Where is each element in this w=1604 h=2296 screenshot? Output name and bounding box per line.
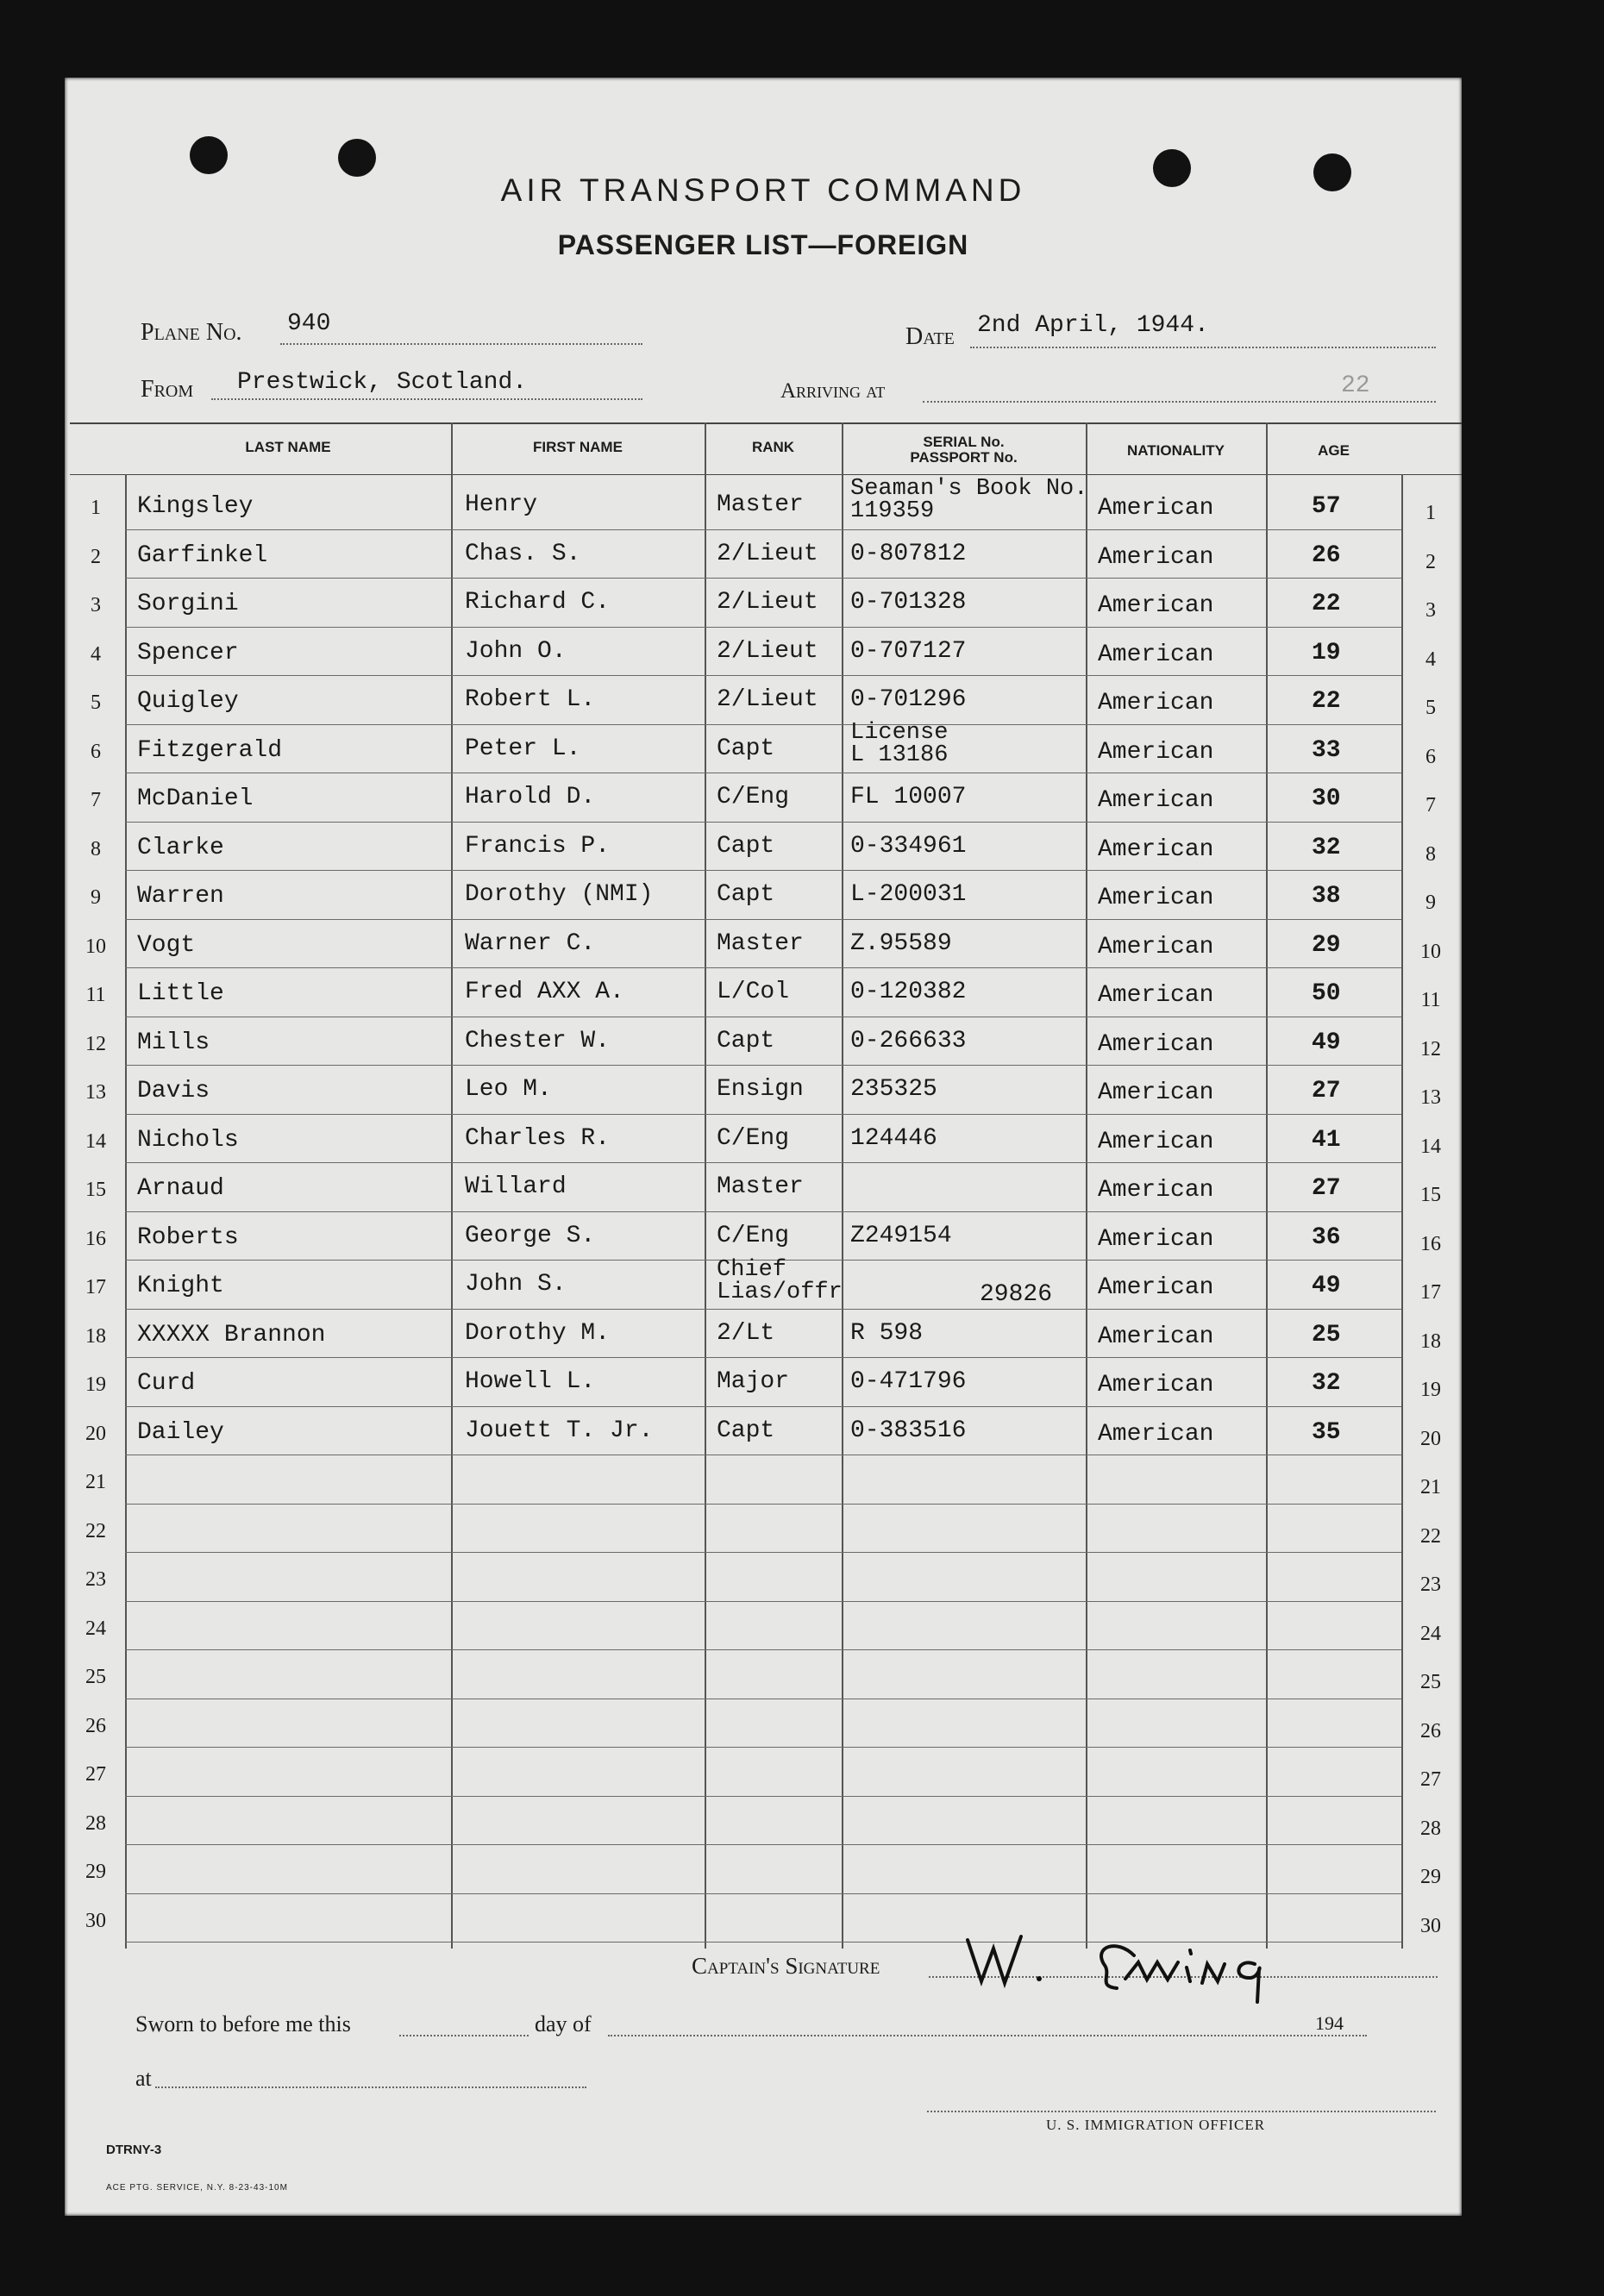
nationality-cell: American: [1098, 1128, 1214, 1155]
row-number-right: 16: [1420, 1232, 1441, 1255]
printer-line: ACE PTG. SERVICE, N.Y. 8-23-43-10M: [106, 2183, 288, 2193]
nationality-cell: American: [1098, 1177, 1214, 1204]
row-number-right: 10: [1420, 940, 1441, 963]
row-number-right: 17: [1420, 1281, 1441, 1304]
nationality-cell: American: [1098, 1323, 1214, 1350]
table-row: [70, 1845, 1462, 1894]
sworn-day-line: [399, 2035, 529, 2036]
row-number-left: 28: [85, 1811, 106, 1835]
table-row: [70, 579, 1462, 628]
first-name-cell: George S.: [465, 1222, 596, 1249]
last-name-cell: Nichols: [137, 1126, 239, 1154]
table-row: [70, 1212, 1462, 1261]
nationality-cell: American: [1098, 690, 1214, 716]
first-name-cell: Willard: [465, 1173, 567, 1200]
nationality-cell: American: [1098, 1079, 1214, 1106]
nationality-cell: American: [1098, 592, 1214, 619]
row-number-right: 22: [1420, 1524, 1441, 1548]
row-number-left: 13: [85, 1081, 106, 1104]
table-row: [70, 1455, 1462, 1505]
nationality-cell: American: [1098, 543, 1214, 571]
arriving-at-value: 22: [1341, 372, 1370, 399]
row-number-left: 30: [85, 1909, 106, 1932]
captains-signature-label: Captain's Signature: [692, 1953, 880, 1979]
form-title: AIR TRANSPORT COMMAND: [500, 172, 1026, 208]
serial-cell: 0-120382: [850, 979, 967, 1005]
rank-cell: Capt: [717, 881, 775, 908]
rank-cell: C/Eng: [717, 1124, 790, 1152]
first-name-cell: Henry: [465, 491, 538, 518]
row-number-right: 15: [1420, 1184, 1441, 1206]
table-row: [70, 476, 1462, 530]
first-name-cell: Jouett T. Jr.: [465, 1417, 654, 1444]
age-cell: 22: [1312, 591, 1341, 617]
table-row: [70, 871, 1462, 920]
nationality-cell: American: [1098, 1030, 1214, 1058]
immigration-officer-label: U. S. IMMIGRATION OFFICER: [1046, 2117, 1266, 2133]
age-cell: 19: [1312, 639, 1341, 666]
at-line: [155, 2086, 586, 2088]
table-row: [70, 1066, 1462, 1115]
last-name-cell: Arnaud: [137, 1175, 224, 1202]
nationality-cell: American: [1098, 1274, 1214, 1301]
row-number-left: 5: [91, 691, 101, 714]
age-cell: 30: [1312, 785, 1341, 812]
row-number-right: 1: [1425, 502, 1436, 524]
row-number-left: 18: [85, 1324, 106, 1348]
first-name-cell: Dorothy (NMI): [465, 881, 654, 908]
age-cell: 27: [1312, 1078, 1341, 1104]
rank-cell: Master: [717, 1173, 804, 1200]
last-name-cell: Davis: [137, 1078, 210, 1104]
rank-cell: Capt: [717, 1417, 775, 1444]
row-number-left: 4: [91, 642, 101, 666]
plane-number-value: 940: [287, 310, 331, 337]
first-name-cell: Warner C.: [465, 929, 596, 957]
table-row: [70, 1257, 1462, 1310]
first-name-cell: Richard C.: [465, 589, 611, 616]
last-name-cell: Roberts: [137, 1223, 239, 1251]
first-name-cell: Leo M.: [465, 1076, 552, 1103]
row-number-left: 3: [91, 594, 101, 616]
first-name-cell: Harold D.: [465, 784, 596, 810]
rank-header: RANK: [751, 439, 795, 455]
table-row: [70, 530, 1462, 579]
nationality-cell: American: [1098, 885, 1214, 911]
age-cell: 50: [1312, 980, 1341, 1007]
rank-cell: C/Eng: [717, 784, 790, 810]
age-cell: 35: [1312, 1418, 1341, 1446]
age-cell: 26: [1312, 541, 1341, 569]
first-name-cell: Peter L.: [465, 735, 581, 762]
last-name-cell: Kingsley: [137, 493, 254, 520]
first-name-cell: Robert L.: [465, 686, 596, 713]
serial-cell: Seaman's Book No.: [850, 476, 1088, 502]
nationality-cell: American: [1098, 495, 1214, 522]
serial-cell: 0-707127: [850, 637, 967, 665]
last-name-cell: Warren: [137, 883, 224, 910]
last-name-cell: XXXXX Brannon: [137, 1321, 326, 1348]
captain-signature: [957, 1914, 1328, 2009]
plane-number-line: [280, 343, 642, 345]
last-name-cell: Garfinkel: [137, 541, 268, 569]
row-number-left: 12: [85, 1032, 106, 1055]
date-label: Date: [905, 323, 955, 350]
row-number-right: 19: [1420, 1379, 1441, 1401]
punch-hole-icon: [338, 139, 376, 177]
day-of-label: day of: [535, 2011, 592, 2036]
row-number-left: 19: [85, 1373, 106, 1396]
table-row: [70, 920, 1462, 969]
row-number-right: 14: [1420, 1135, 1441, 1158]
serial-header: [842, 435, 1086, 466]
rank-cell: 2/Lieut: [717, 637, 818, 665]
table-row: [70, 1553, 1462, 1602]
table-row: [70, 1115, 1462, 1164]
table-header-divider: [70, 474, 1462, 475]
table-row: [70, 1310, 1462, 1359]
table-row: [70, 1650, 1462, 1699]
serial-cell: Z249154: [850, 1222, 952, 1249]
row-number-right: 30: [1420, 1914, 1441, 1937]
serial-cell: 0-334961: [850, 832, 967, 860]
serial-cell: 0-701328: [850, 589, 967, 616]
table-row: [70, 773, 1462, 823]
table-row: [70, 1602, 1462, 1651]
sworn-label: Sworn to before me this: [135, 2011, 351, 2036]
rank-cell: C/Eng: [717, 1222, 790, 1249]
last-name-cell: Dailey: [137, 1418, 224, 1446]
nationality-header: NATIONALITY: [1126, 442, 1225, 459]
rank-cell: Chief: [717, 1257, 787, 1283]
first-name-cell: Charles R.: [465, 1124, 611, 1152]
row-number-right: 11: [1420, 989, 1441, 1011]
serial-cell-line2: L 13186: [850, 741, 949, 768]
last-name-cell: Sorgini: [137, 591, 239, 617]
at-label: at: [135, 2066, 152, 2091]
arriving-at-label: Arriving at: [780, 379, 886, 403]
row-number-right: 27: [1420, 1768, 1441, 1791]
last-name-cell: Clarke: [137, 834, 224, 861]
serial-cell: 0-383516: [850, 1417, 967, 1444]
row-number-left: 10: [85, 935, 106, 958]
row-number-right: 28: [1420, 1817, 1441, 1840]
from-line: [211, 398, 642, 400]
age-cell: 57: [1312, 493, 1341, 520]
row-number-left: 25: [85, 1666, 106, 1688]
rank-cell: L/Col: [717, 979, 790, 1005]
row-number-right: 26: [1420, 1719, 1441, 1742]
sworn-month-line: [608, 2035, 1367, 2036]
punch-hole-icon: [190, 136, 228, 174]
rank-cell: Ensign: [717, 1076, 804, 1103]
passenger-table: [70, 422, 1462, 1949]
first-name-cell: John O.: [465, 637, 567, 665]
first-name-cell: Francis P.: [465, 832, 611, 860]
row-number-left: 11: [85, 984, 106, 1006]
table-row: [70, 676, 1462, 725]
last-name-cell: Fitzgerald: [137, 736, 283, 764]
last-name-header: LAST NAME: [245, 439, 331, 455]
age-cell: 33: [1312, 736, 1341, 764]
nationality-cell: American: [1098, 933, 1214, 960]
last-name-cell: Quigley: [137, 688, 239, 715]
row-number-right: 6: [1425, 745, 1436, 768]
row-number-left: 1: [91, 497, 101, 519]
form-subtitle: PASSENGER LIST—FOREIGN: [557, 229, 969, 260]
rank-cell: 2/Lieut: [717, 686, 818, 713]
row-number-left: 23: [85, 1568, 106, 1591]
serial-cell: 0-471796: [850, 1368, 967, 1395]
row-number-left: 22: [85, 1519, 106, 1542]
last-name-cell: Mills: [137, 1029, 210, 1056]
age-cell: 38: [1312, 883, 1341, 910]
table-row: [70, 1017, 1462, 1067]
from-value: Prestwick, Scotland.: [237, 369, 528, 396]
row-number-right: 25: [1420, 1671, 1441, 1693]
table-row: [70, 1797, 1462, 1846]
age-cell: 22: [1312, 688, 1341, 715]
first-name-cell: Chas. S.: [465, 540, 581, 567]
age-cell: 41: [1312, 1126, 1341, 1154]
serial-cell: L-200031: [850, 881, 967, 908]
serial-cell: 235325: [850, 1076, 937, 1103]
rank-cell: 2/Lieut: [717, 589, 818, 616]
age-cell: 29: [1312, 931, 1341, 959]
age-header: AGE: [1318, 442, 1350, 459]
table-row: [70, 1163, 1462, 1212]
row-number-left: 14: [85, 1129, 106, 1153]
serial-cell: License: [850, 719, 949, 746]
rank-cell: 2/Lt: [717, 1319, 775, 1347]
first-name-header: FIRST NAME: [533, 439, 623, 455]
row-number-left: 8: [91, 837, 101, 860]
row-number-right: 9: [1425, 891, 1436, 914]
row-number-right: 13: [1420, 1086, 1441, 1109]
first-name-cell: Howell L.: [465, 1368, 596, 1395]
table-row: [70, 1407, 1462, 1456]
row-number-right: 24: [1420, 1622, 1441, 1645]
table-row: [70, 719, 1462, 774]
age-cell: 49: [1312, 1029, 1341, 1056]
last-name-cell: Knight: [137, 1273, 224, 1299]
table-row: [70, 628, 1462, 677]
date-value: 2nd April, 1944.: [977, 312, 1209, 339]
last-name-cell: Curd: [137, 1370, 196, 1397]
row-number-left: 20: [85, 1422, 106, 1445]
nationality-cell: American: [1098, 738, 1214, 766]
serial-cell: 124446: [850, 1124, 937, 1152]
row-number-left: 9: [91, 886, 101, 909]
year-label: 194: [1315, 2012, 1344, 2034]
row-number-right: 12: [1420, 1037, 1441, 1060]
row-number-left: 24: [85, 1617, 106, 1640]
table-row: [70, 1505, 1462, 1554]
row-number-left: 16: [85, 1227, 106, 1250]
row-number-left: 29: [85, 1861, 106, 1883]
serial-cell: FL 10007: [850, 784, 967, 810]
row-number-right: 21: [1420, 1476, 1441, 1498]
age-cell: 32: [1312, 834, 1341, 861]
age-cell: 25: [1312, 1321, 1341, 1348]
nationality-cell: American: [1098, 1225, 1214, 1253]
row-number-left: 27: [85, 1763, 106, 1786]
table-row: [70, 1748, 1462, 1797]
first-name-cell: Dorothy M.: [465, 1319, 611, 1347]
first-name-cell: John S.: [465, 1271, 567, 1298]
row-number-right: 18: [1420, 1329, 1441, 1353]
row-number-left: 15: [85, 1179, 106, 1201]
from-label: From: [141, 376, 194, 403]
nationality-cell: American: [1098, 641, 1214, 668]
row-number-right: 20: [1420, 1427, 1441, 1450]
last-name-cell: Vogt: [137, 931, 196, 959]
rank-cell: Master: [717, 491, 804, 518]
nationality-cell: American: [1098, 982, 1214, 1009]
serial-cell: 0-266633: [850, 1027, 967, 1054]
row-number-left: 21: [85, 1471, 106, 1493]
rank-cell: Major: [717, 1368, 790, 1395]
rank-cell: Master: [717, 929, 804, 957]
row-number-right: 2: [1425, 550, 1436, 573]
rank-cell: 2/Lieut: [717, 540, 818, 567]
age-cell: 32: [1312, 1370, 1341, 1397]
arriving-at-line: [923, 401, 1436, 403]
row-number-left: 26: [85, 1714, 106, 1737]
row-number-right: 23: [1420, 1573, 1441, 1596]
table-row: [70, 968, 1462, 1017]
table-row: [70, 823, 1462, 872]
row-number-right: 7: [1425, 794, 1436, 816]
officer-signature-line: [927, 2111, 1436, 2112]
nationality-cell: American: [1098, 835, 1214, 863]
rank-cell: Capt: [717, 1027, 775, 1054]
row-number-right: 29: [1420, 1866, 1441, 1888]
plane-number-label: Plane No.: [141, 319, 242, 346]
table-row: [70, 1358, 1462, 1407]
nationality-cell: American: [1098, 1420, 1214, 1448]
serial-header-line2: PASSPORT No.: [910, 449, 1018, 466]
row-number-left: 6: [91, 740, 101, 763]
first-name-cell: Chester W.: [465, 1027, 611, 1054]
row-number-left: 17: [85, 1276, 106, 1298]
rank-cell-line2: Lias/offr: [717, 1279, 843, 1305]
nationality-cell: American: [1098, 787, 1214, 814]
serial-cell: 0-701296: [850, 686, 967, 713]
row-number-right: 3: [1425, 599, 1436, 622]
row-number-left: 7: [91, 789, 101, 811]
first-name-cell: Fred AXX A.: [465, 979, 624, 1005]
age-cell: 49: [1312, 1273, 1341, 1299]
form-code: DTRNY-3: [106, 2143, 162, 2157]
serial-cell: 0-807812: [850, 540, 967, 567]
row-number-right: 8: [1425, 842, 1436, 866]
serial-cell-line2: 119359: [850, 498, 935, 524]
table-row: [70, 1699, 1462, 1749]
row-number-right: 5: [1425, 697, 1436, 719]
age-cell: 36: [1312, 1223, 1341, 1251]
last-name-cell: Little: [137, 980, 224, 1007]
table-top-border: [70, 422, 1462, 424]
last-name-cell: McDaniel: [137, 785, 254, 812]
rank-cell: Capt: [717, 832, 775, 860]
passenger-list-form: [65, 78, 1462, 2216]
age-cell: 27: [1312, 1175, 1341, 1202]
row-number-left: 2: [91, 545, 101, 568]
nationality-cell: American: [1098, 1372, 1214, 1398]
serial-cell: R 598: [850, 1319, 924, 1347]
serial-header-line1: SERIAL No.: [923, 434, 1005, 450]
row-number-right: 4: [1425, 648, 1436, 671]
serial-cell: 29826: [980, 1281, 1053, 1308]
rank-cell: Capt: [717, 735, 775, 762]
date-line: [970, 347, 1436, 348]
serial-cell: Z.95589: [850, 929, 952, 957]
last-name-cell: Spencer: [137, 639, 239, 666]
